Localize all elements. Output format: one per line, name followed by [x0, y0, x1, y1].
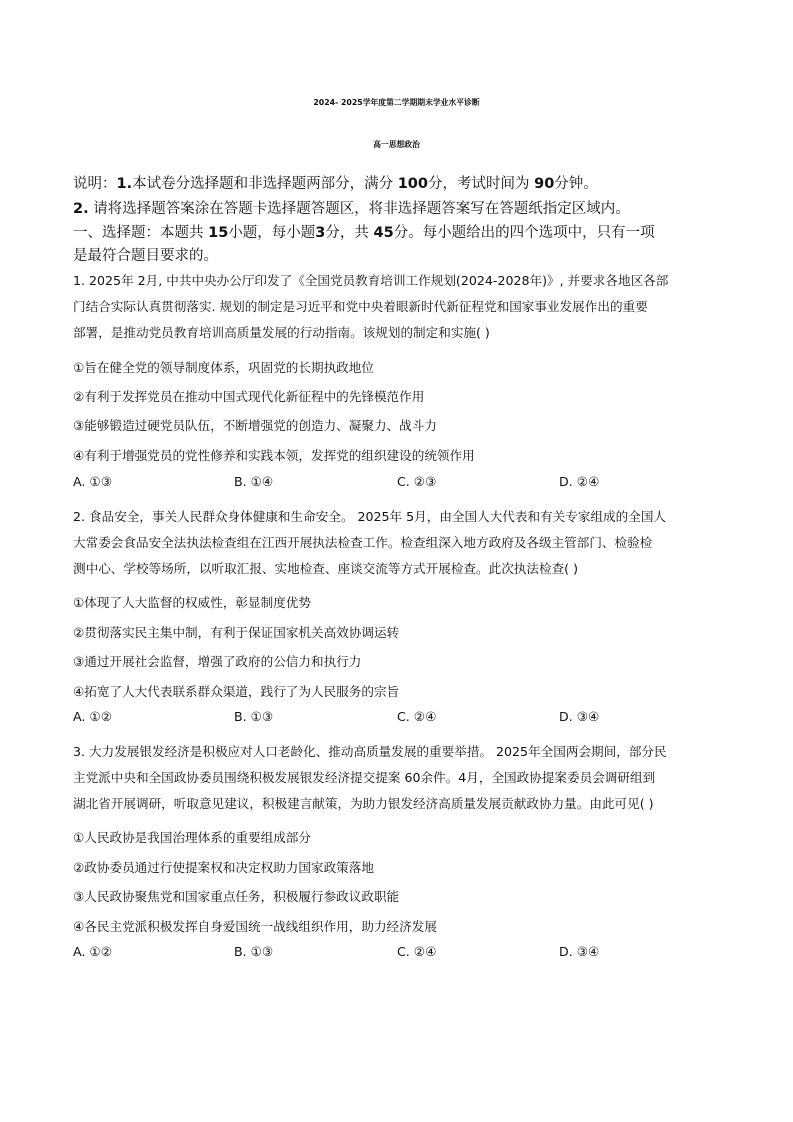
- question-3-choices: [73, 944, 733, 964]
- section-header-line-2: 是最符合题目要求的。: [73, 248, 218, 264]
- stem-line: 主党派中央和全国政协委员围绕积极发展银发经济提交提案 60余件。4月，全国政协提案委员会调研组到: [73, 770, 656, 785]
- score-total: 45: [373, 225, 394, 241]
- choice-a[interactable]: A. ①③: [73, 474, 112, 489]
- choice-a[interactable]: A. ①②: [73, 709, 112, 724]
- question-3-option-1: ①人民政协是我国治理体系的重要组成部分: [73, 830, 311, 845]
- choice-b[interactable]: B. ①④: [234, 474, 274, 489]
- question-3-option-4: ④各民主党派积极发挥自身爱国统一战线组织作用，助力经济发展: [73, 919, 437, 934]
- choice-b[interactable]: B. ①③: [234, 944, 274, 959]
- question-2-option-4: ④拓宽了人大代表联系群众渠道，践行了为人民服务的宗旨: [73, 684, 400, 699]
- choice-d[interactable]: D. ②④: [559, 474, 600, 489]
- exam-subject: 高一思想政治: [373, 140, 420, 149]
- choice-c[interactable]: C. ②③: [397, 474, 437, 489]
- stem-line: 湖北省开展调研，听取意见建议，积极建言献策，为助力银发经济高质量发展贡献政协力量。由此可见( ): [73, 796, 654, 811]
- instruction-1-text-a: 本试卷分选择题和非选择题两部分，满分: [132, 176, 394, 192]
- instruction-line-2: [73, 197, 630, 218]
- question-1-choices: [73, 474, 733, 494]
- instruction-1-number: 1.: [116, 176, 133, 192]
- section-suffix: 分。每小题给出的四个选项中，只有一项: [393, 225, 655, 241]
- question-1-option-1: ①旨在健全党的领导制度体系，巩固党的长期执政地位: [73, 360, 374, 375]
- stem-line: 2. 食品安全，事关人民群众身体健康和生命安全。 2025年 5月，由全国人大代表和有关专家组成的全国人: [73, 509, 667, 524]
- choice-d[interactable]: D. ③④: [559, 944, 600, 959]
- stem-line: 大常委会食品安全法执法检查组在江西开展执法检查工作。检查组深入地方政府及各级主管部门、检验检: [73, 535, 653, 550]
- section-mid-1: 小题，每小题: [228, 225, 316, 241]
- instruction-1-text-c: 分钟。: [554, 176, 598, 192]
- full-score: 100: [397, 176, 428, 192]
- choice-a[interactable]: A. ①②: [73, 944, 112, 959]
- question-1-option-3: ③能够锻造过硬党员队伍，不断增强党的创造力、凝聚力、战斗力: [73, 418, 437, 433]
- instruction-2-number: 2.: [73, 201, 89, 217]
- score-each: 3: [315, 225, 326, 241]
- exam-time: 90: [534, 176, 555, 192]
- question-2-choices: [73, 709, 733, 729]
- section-header-line-1: [73, 221, 655, 242]
- choice-d[interactable]: D. ③④: [559, 709, 600, 724]
- instruction-2-text: 请将选择题答案涂在答题卡选择题答题区，将非选择题答案写在答题纸指定区域内。: [93, 201, 630, 217]
- section-prefix: 一、选择题：本题共: [73, 225, 204, 241]
- section-mid-2: 分，共: [325, 225, 369, 241]
- question-3-stem: [73, 739, 733, 817]
- instruction-line-1: [73, 172, 598, 193]
- question-2-option-3: ③通过开展社会监督，增强了政府的公信力和执行力: [73, 654, 362, 669]
- instruction-1-text-b: 分，考试时间为: [428, 176, 530, 192]
- question-2-stem: [73, 504, 733, 582]
- stem-line: 1. 2025年 2月, 中共中央办公厅印发了《全国党员教育培训工作规划(2024-2028年)》, 并要求各地区各部: [73, 273, 669, 288]
- choice-b[interactable]: B. ①③: [234, 709, 274, 724]
- question-1-stem: [73, 268, 733, 346]
- question-2-option-2: ②贯彻落实民主集中制，有利于保证国家机关高效协调运转: [73, 625, 400, 640]
- stem-line: 测中心、学校等场所，以听取汇报、实地检查、座谈交流等方式开展检查。此次执法检查( ): [73, 561, 578, 576]
- choice-c[interactable]: C. ②④: [397, 944, 437, 959]
- instruction-intro: 说明：: [73, 176, 117, 192]
- stem-line: 3. 大力发展银发经济是积极应对人口老龄化、推动高质量发展的重要举措。 2025年全国两会期间，部分民: [73, 744, 667, 759]
- question-3-option-2: ②政协委员通过行使提案权和决定权助力国家政策落地: [73, 860, 374, 875]
- question-1-option-2: ②有利于发挥党员在推动中国式现代化新征程中的先锋模范作用: [73, 389, 425, 404]
- question-1-option-4: ④有利于增强党员的党性修养和实践本领，发挥党的组织建设的统领作用: [73, 448, 475, 463]
- stem-line: 门结合实际认真贯彻落实. 规划的制定是习近平和党中央着眼新时代新征程党和国家事业发展作出的重要: [73, 299, 648, 314]
- question-count: 15: [208, 225, 229, 241]
- question-2-option-1: ①体现了人大监督的权威性，彰显制度优势: [73, 595, 311, 610]
- exam-title: 2024- 2025学年度第二学期期末学业水平诊断: [313, 98, 480, 107]
- question-3-option-3: ③人民政协聚焦党和国家重点任务，积极履行参政议政职能: [73, 889, 400, 904]
- stem-line: 部署，是推动党员教育培训高质量发展的行动指南。该规划的制定和实施( ): [73, 325, 490, 340]
- choice-c[interactable]: C. ②④: [397, 709, 437, 724]
